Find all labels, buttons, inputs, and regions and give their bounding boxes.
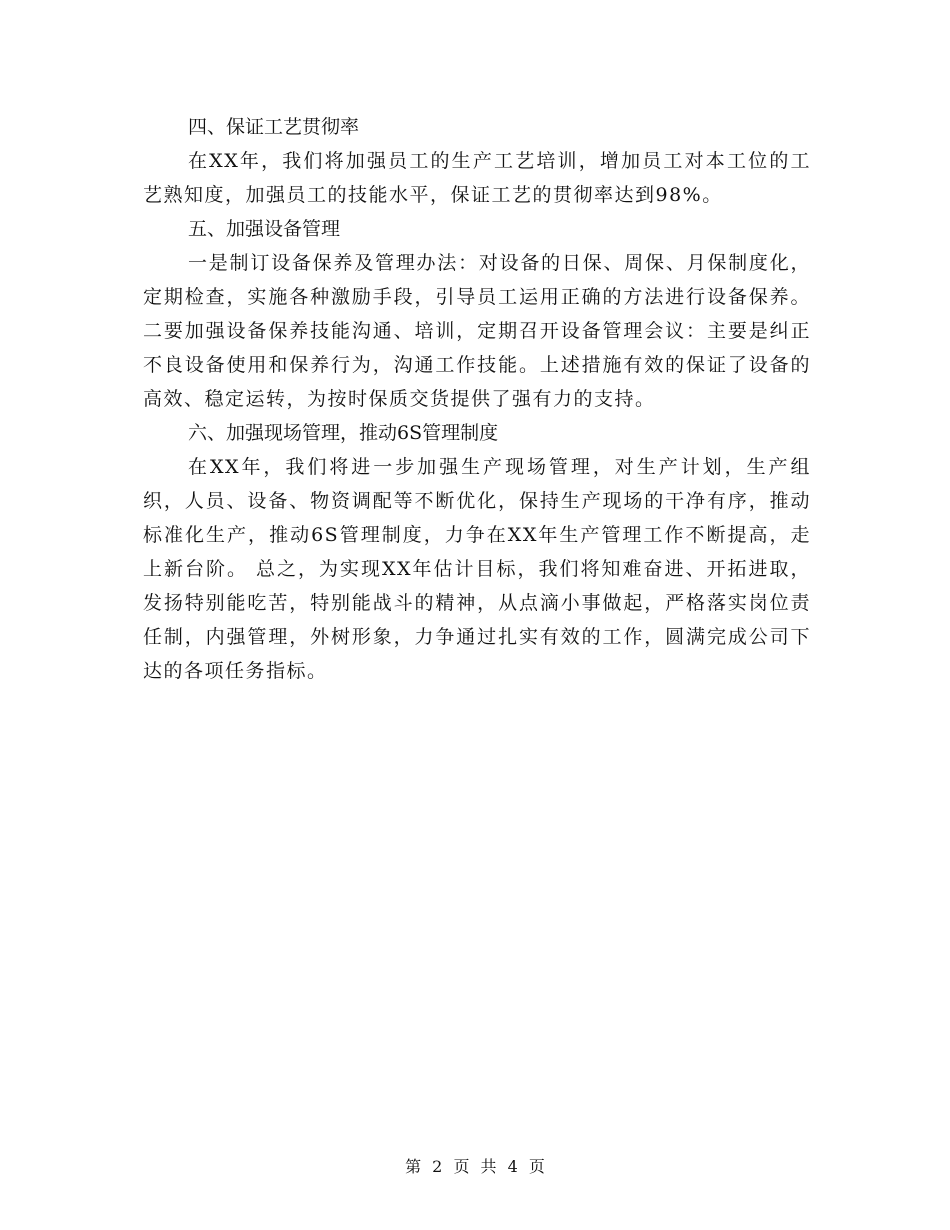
document-body xyxy=(143,110,811,688)
section-heading-4: 四、保证工艺贯彻率 xyxy=(188,116,360,138)
section-paragraph-5: 一是制订设备保养及管理办法：对设备的日保、周保、月保制度化，定期检查，实施各种激励手段，引导员工运用正确的方法进行设备保养。二要加强设备保养技能沟通、培训，定期召开设备管理会议：主要是纠正不良设备使用和保养行为，沟通工作技能。上述措施有效的保证了设备的高效、稳定运转，为按时保质交货提供了强有力的支持。 xyxy=(143,252,811,410)
section-heading-5: 五、加强设备管理 xyxy=(188,218,341,240)
section-heading-6: 六、加强现场管理，推动6S管理制度 xyxy=(188,422,499,444)
section-paragraph-4: 在XX年，我们将加强员工的生产工艺培训，增加员工对本工位的工艺熟知度，加强员工的技能水平，保证工艺的贯彻率达到98%。 xyxy=(143,150,811,206)
page-number-footer: 第 2 页 共 4 页 xyxy=(405,1157,545,1176)
section-paragraph-6: 在XX年，我们将进一步加强生产现场管理，对生产计划，生产组织，人员、设备、物资调配等不断优化，保持生产现场的干净有序，推动标准化生产，推动6S管理制度，力争在XX年生产管理工作不断提高，走上新台阶。 总之，为实现XX年估计目标，我们将知难奋进、开拓进取，发扬特别能吃苦，特别能战斗的精神，从点滴小事做起，严格落实岗位责任制，内强管理，外树形象，力争通过扎实有效的工作，圆满完成公司下达的各项任务指标。 xyxy=(143,456,811,682)
